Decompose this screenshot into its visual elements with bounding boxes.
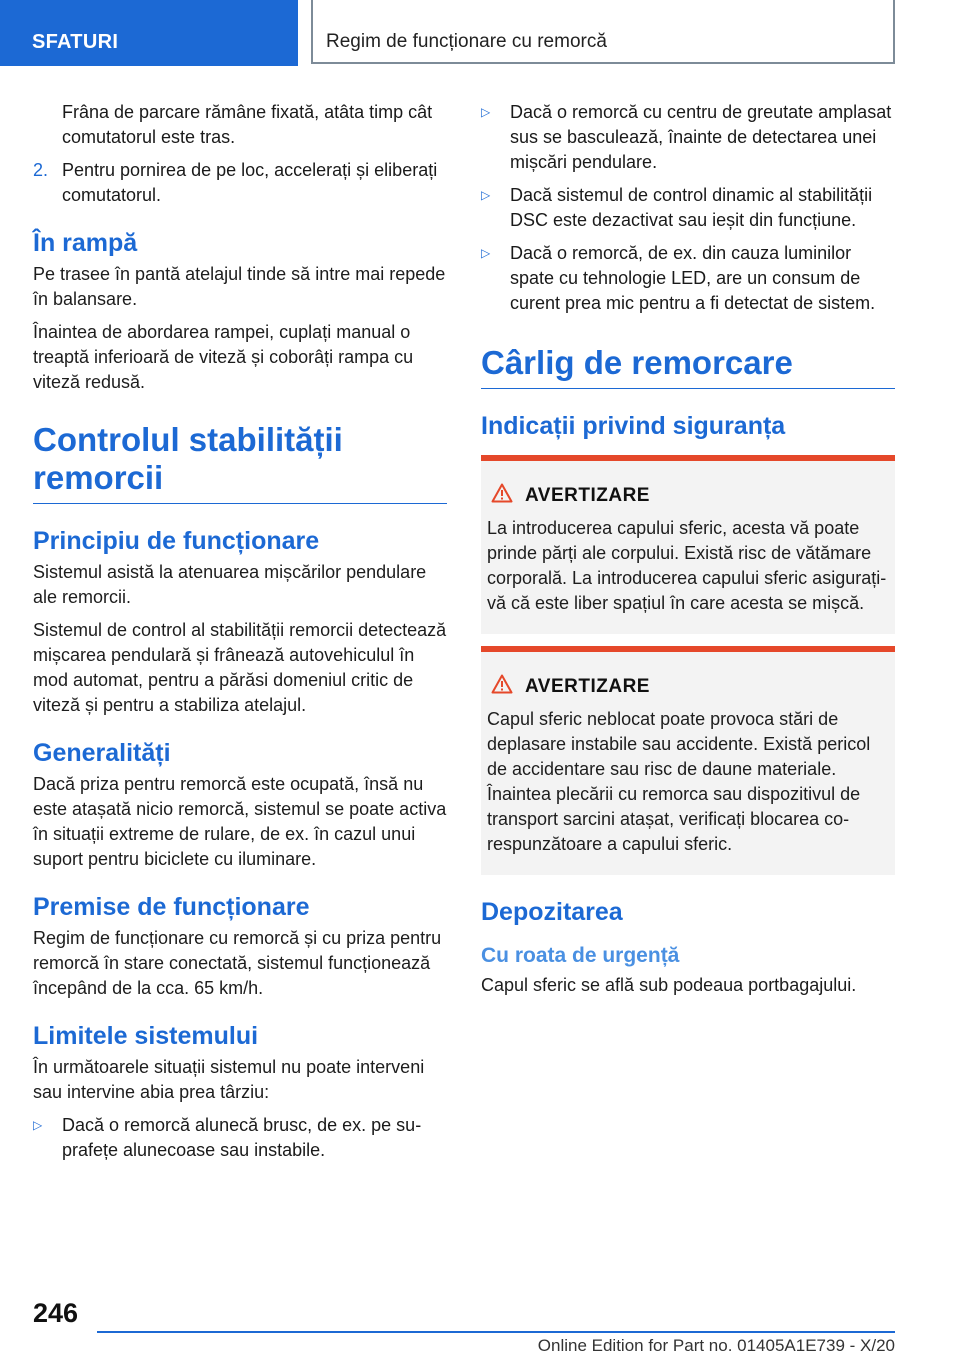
heading-principiu: Principiu de funcționare	[33, 527, 320, 555]
footer-divider	[97, 1331, 895, 1333]
heading-indicatii-siguranta: Indicații privind siguranța	[481, 412, 786, 440]
warning-text: La introducerea capului sferic, acesta vă poate prinde părți ale corpului. Există risc de vătămare corporală. La introducerea capului sferic asigurați-vă că este liber spațiul în care acesta se mișcă.	[487, 518, 887, 613]
paragraph: Sistemul asistă la atenuarea mișcărilor pendulare ale remorcii.	[33, 562, 427, 607]
list-item	[481, 100, 895, 175]
warning-label: AVERTIZARE	[525, 484, 650, 506]
triangle-right-outline-icon: ▷	[481, 188, 491, 202]
page-number: 246	[33, 1298, 79, 1328]
step-item-2	[33, 158, 447, 208]
list-item-text: Dacă o remorcă alunecă brusc, de ex. pe suprafețe alunecoase sau instabile.	[62, 1115, 422, 1160]
section-tab: SFATURI	[0, 0, 298, 66]
step-text: Pentru pornirea de pe loc, accelerați și eliberați comutatorul.	[62, 160, 438, 205]
heading-depozitarea: Depozitarea	[481, 898, 623, 926]
heading-generalitati: Generalități	[33, 739, 171, 767]
paragraph: Înaintea de abordarea rampei, cuplați manual o treaptă inferioară de viteză și coborâți rampa cu viteză redusă.	[33, 322, 414, 392]
paragraph: Sistemul de control al stabilității remorcii detectează mișcarea pendulară și frânează autovehiculul în mod automat, pentru a părăsi domeniul critic de viteză și pentru a stabiliza atelajul.	[33, 620, 447, 715]
warning-triangle-icon	[487, 483, 525, 508]
right-column	[481, 100, 895, 1006]
triangle-right-outline-icon: ▷	[481, 246, 491, 260]
paragraph: Capul sferic se află sub podeaua portbagajului.	[481, 975, 857, 995]
chapter-title: Regim de funcționare cu remorcă	[311, 0, 895, 64]
heading-premise: Premise de funcționare	[33, 893, 310, 921]
list-item	[33, 1113, 447, 1163]
warning-box	[481, 455, 895, 634]
warning-label: AVERTIZARE	[525, 675, 650, 697]
continued-step-text: Frâna de parcare rămâne fixată, atâta timp cât comutatorul este tras.	[62, 102, 433, 147]
triangle-right-outline-icon: ▷	[481, 105, 491, 119]
heading-cu-roata-de-urgenta: Cu roata de urgență	[481, 944, 680, 967]
step-number: 2.	[33, 160, 49, 180]
warning-box	[481, 646, 895, 875]
triangle-right-outline-icon: ▷	[33, 1118, 43, 1132]
paragraph: În următoarele situații sistemul nu poate interveni sau intervine abia prea târziu:	[33, 1057, 425, 1102]
warning-triangle-icon	[487, 674, 525, 699]
list-item-text: Dacă sistemul de control dinamic al stabilității DSC este dezactivat sau ieșit din funcțiune.	[510, 185, 873, 230]
heading-controlul-stabilitatii: Controlul stabilității remorcii	[33, 421, 447, 504]
list-item	[481, 183, 895, 233]
warning-text: Capul sferic neblocat poate provoca stări de deplasare instabile sau accidente. Există pericol de accidentare sau risc de daune materiale. Înaintea plecării cu remorca sau dispozitivul de transport sarcini atașat, verificați blocarea corespunzătoare a capului sferic.	[487, 709, 871, 854]
paragraph: Dacă priza pentru remorcă este ocupată, însă nu este atașată nicio remorcă, sistemul se poate activa în situații extreme de rulare, de ex. în cazul unui suport pentru biciclete cu iluminare.	[33, 774, 447, 869]
heading-in-rampa: În rampă	[33, 229, 138, 257]
paragraph: Regim de funcționare cu remorcă și cu priza pentru remorcă în stare conectată, sistemul funcționează începând de la cca. 65 km/h.	[33, 928, 442, 998]
page-header	[0, 0, 960, 66]
paragraph: Pe trasee în pantă atelajul tinde să intre mai repede în balansare.	[33, 264, 446, 309]
footer-edition: Online Edition for Part no. 01405A1E739 - X/20	[537, 1336, 895, 1355]
left-column	[33, 100, 447, 1171]
heading-carlig-de-remorcare: Cârlig de remorcare	[481, 344, 895, 389]
warning-header	[487, 674, 887, 699]
list-item	[481, 241, 895, 316]
heading-limitele-sistemului: Limitele sistemului	[33, 1022, 259, 1050]
list-item-text: Dacă o remorcă cu centru de greutate amplasat sus se basculează, înainte de detectarea unei mișcări pendulare.	[510, 102, 892, 172]
list-item-text: Dacă o remorcă, de ex. din cauza luminilor spate cu tehnologie LED, are un consum de curent prea mic pentru a fi detectat de sistem.	[510, 243, 876, 313]
warning-header	[487, 483, 887, 508]
